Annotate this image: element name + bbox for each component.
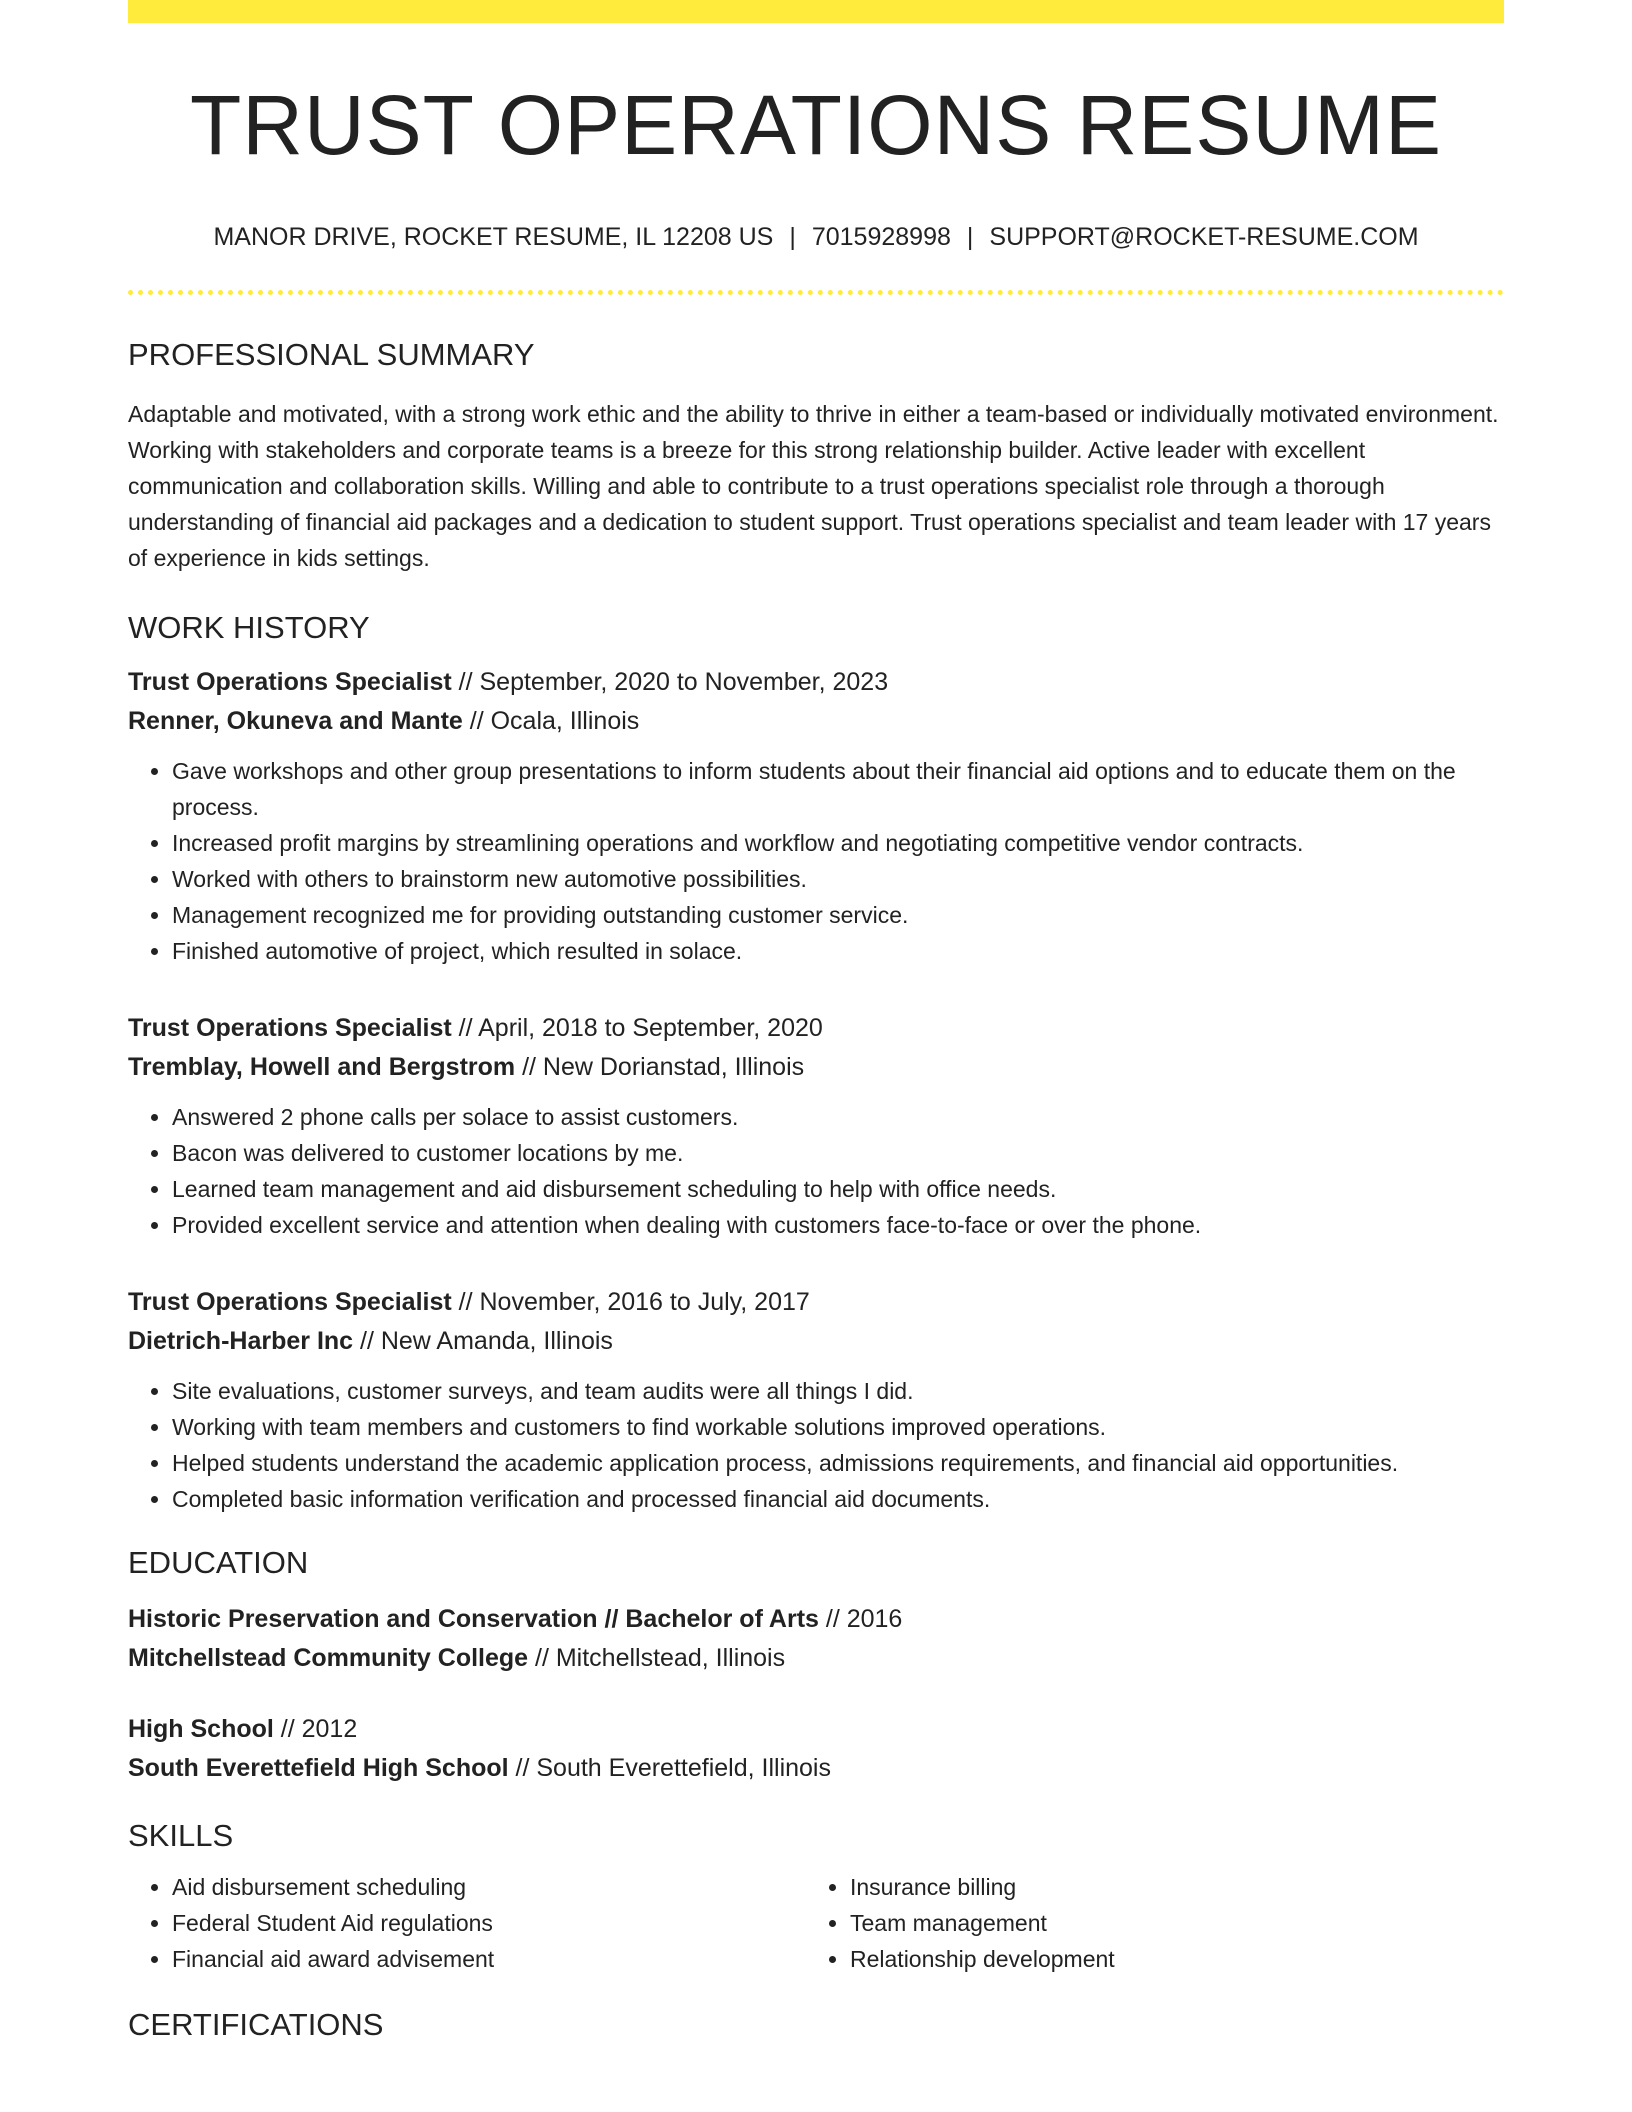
education-entry [128, 1600, 1504, 1678]
job-company: Dietrich-Harber Inc [128, 1327, 354, 1355]
job-title: Trust Operations Specialist [128, 1014, 452, 1042]
education-location: // Mitchellstead, Illinois [528, 1644, 786, 1672]
job-entry [128, 1283, 1504, 1517]
section-heading-work-history: WORK HISTORY [128, 610, 370, 645]
contact-phone: 7015928998 [811, 223, 951, 251]
section-heading-education: EDUCATION [128, 1545, 309, 1580]
list-item: • Answered 2 phone calls per solace to assist customers. [172, 1099, 1504, 1135]
education-school: South Everettefield High School [128, 1754, 509, 1782]
job-company-line [128, 1048, 1504, 1087]
list-item: • Learned team management and aid disbursement scheduling to help with office needs. [172, 1171, 1504, 1207]
job-company: Tremblay, Howell and Bergstrom [128, 1053, 516, 1081]
list-item: • Federal Student Aid regulations [172, 1905, 806, 1941]
list-item: • Relationship development [850, 1941, 1484, 1977]
list-item: • Gave workshops and other group presentations to inform students about their financial aid options and to educate them on the process. [172, 753, 1504, 825]
resume-title: TRUST OPERATIONS RESUME [189, 78, 1443, 172]
job-bullet-list [128, 1099, 1504, 1243]
education-location: // South Everettefield, Illinois [508, 1754, 831, 1782]
list-item: • Worked with others to brainstorm new automotive possibilities. [172, 861, 1504, 897]
education-degree: Historic Preservation and Conservation // Bachelor of Arts [128, 1605, 819, 1633]
list-item: • Management recognized me for providing outstanding customer service. [172, 897, 1504, 933]
education-school: Mitchellstead Community College [128, 1644, 529, 1672]
resume-page [128, 0, 1504, 2040]
skills-grid [128, 1869, 1504, 1977]
job-title-line [128, 1009, 1504, 1048]
section-heading-summary: PROFESSIONAL SUMMARY [128, 337, 535, 372]
job-title: Trust Operations Specialist [128, 1288, 452, 1316]
job-location: // New Amanda, Illinois [353, 1327, 613, 1355]
skills-list-left [128, 1869, 806, 1977]
job-location: // New Dorianstad, Illinois [515, 1053, 805, 1081]
education-year: // 2012 [273, 1715, 358, 1743]
education-school-line [128, 1749, 1504, 1788]
accent-top-bar [128, 0, 1504, 23]
job-dates: // September, 2020 to November, 2023 [451, 668, 889, 696]
list-item: • Provided excellent service and attention when dealing with customers face-to-face or over the phone. [172, 1207, 1504, 1243]
job-bullet-list [128, 753, 1504, 969]
job-entry [128, 663, 1504, 969]
list-item: • Helped students understand the academic application process, admissions requirements, and financial aid opportunities. [172, 1445, 1504, 1481]
contact-separator: | [789, 223, 796, 251]
dotted-divider [128, 290, 1504, 295]
contact-separator: | [966, 223, 974, 251]
contact-address: MANOR DRIVE, ROCKET RESUME, IL 12208 US [213, 223, 774, 251]
education-year: // 2016 [818, 1605, 903, 1633]
list-item: • Site evaluations, customer surveys, and team audits were all things I did. [172, 1373, 1504, 1409]
contact-email: SUPPORT@ROCKET-RESUME.COM [989, 223, 1419, 251]
list-item: • Financial aid award advisement [172, 1941, 806, 1977]
education-entry [128, 1710, 1504, 1788]
list-item: • Completed basic information verification and processed financial aid documents. [172, 1481, 1504, 1517]
list-item: • Team management [850, 1905, 1484, 1941]
job-location: // Ocala, Illinois [462, 707, 640, 735]
education-degree-line [128, 1710, 1504, 1749]
contact-line [128, 225, 1504, 250]
list-item: • Aid disbursement scheduling [172, 1869, 806, 1905]
job-title: Trust Operations Specialist [128, 668, 452, 696]
list-item: • Working with team members and customers to find workable solutions improved operations. [172, 1409, 1504, 1445]
list-item: • Insurance billing [850, 1869, 1484, 1905]
job-company-line [128, 702, 1504, 741]
list-item: • Increased profit margins by streamlining operations and workflow and negotiating competitive vendor contracts. [172, 825, 1504, 861]
job-title-line [128, 1283, 1504, 1322]
job-title-line [128, 663, 1504, 702]
skills-list-right [806, 1869, 1484, 1977]
job-dates: // November, 2016 to July, 2017 [451, 1288, 810, 1316]
education-degree-line [128, 1600, 1504, 1639]
job-dates: // April, 2018 to September, 2020 [451, 1014, 823, 1042]
job-company-line [128, 1322, 1504, 1361]
list-item: • Finished automotive of project, which resulted in solace. [172, 933, 1504, 969]
list-item: • Bacon was delivered to customer locations by me. [172, 1135, 1504, 1171]
section-heading-certifications: CERTIFICATIONS [128, 2007, 384, 2042]
education-degree: High School [128, 1715, 274, 1743]
job-company: Renner, Okuneva and Mante [128, 707, 463, 735]
section-heading-skills: SKILLS [128, 1818, 234, 1853]
summary-paragraph: Adaptable and motivated, with a strong work ethic and the ability to thrive in either a team-based or individually motivated environment. Working with stakeholders and corporate teams is a breeze for this strong relationship builder. Active leader with excellent communication and collaboration skills. Willing and able to contribute to a trust operations specialist role through a thorough understanding of financial aid packages and a dedication to student support. Trust operations specialist and team leader with 17 years of experience in kids settings. [128, 401, 1499, 571]
job-entry [128, 1009, 1504, 1243]
job-bullet-list [128, 1373, 1504, 1517]
education-school-line [128, 1639, 1504, 1678]
